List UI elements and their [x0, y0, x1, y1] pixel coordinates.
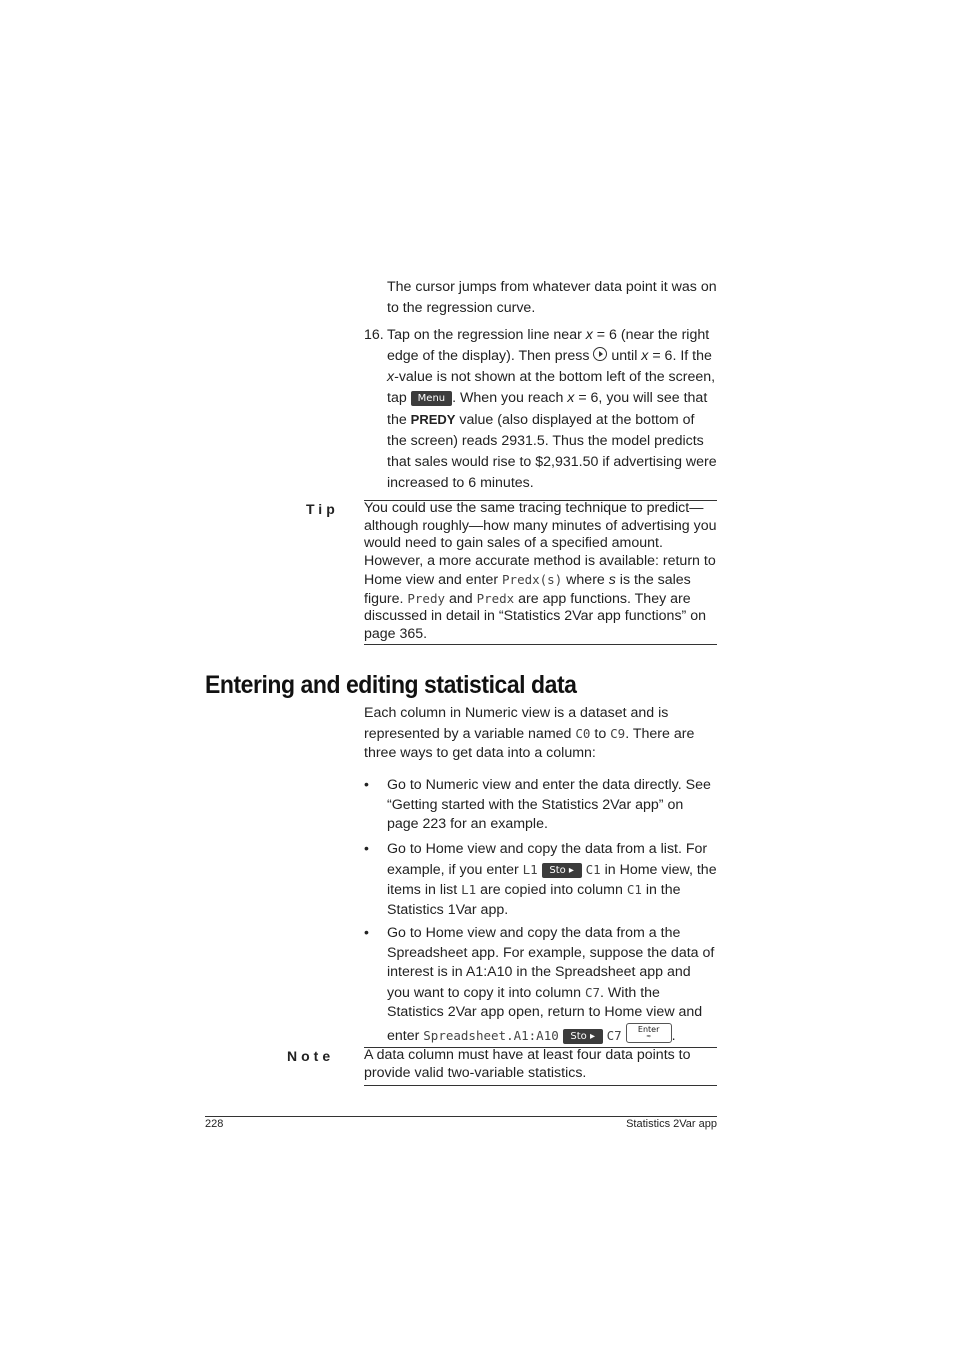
sto-key: Sto ▸ — [563, 1029, 603, 1044]
tip-bottom-rule — [364, 644, 717, 645]
enter-key: Enter ≈ — [626, 1023, 672, 1043]
bullet-1-text: Go to Numeric view and enter the data directly. See “Getting started with the Statistics 2Var app” on page 223 for an example. — [387, 777, 711, 832]
tip-label: Tip — [306, 501, 339, 517]
page-number: 228 — [205, 1118, 224, 1130]
note-text: A data column must have at least four data points to provide valid two-variable statistics. — [364, 1047, 691, 1081]
section-heading: Entering and editing statistical data — [205, 671, 577, 699]
bullet-marker: • — [364, 840, 369, 856]
bullet-marker: • — [364, 776, 369, 792]
bullet-2-text: Go to Home view and copy the data from a list. For example, if you enter L1 Sto ▸ C1 in Home view, the items in list L1 are copied into column C1 in the Statistics 1Var app. — [387, 841, 717, 918]
right-arrow-key-icon — [593, 347, 607, 361]
step-continuation: The cursor jumps from whatever data point it was on to the regression curve. — [387, 279, 717, 316]
tip-text: You could use the same tracing technique to predict—although roughly—how many minutes of advertising you would need to gain sales of a specified amount. However, a more accurate method is available: return to Home view and enter Predx(s) where s is the sales figure. Predy and Predx are app functions. They are discussed in detail in “Statistics 2Var app functions” on page 365. — [364, 500, 717, 642]
step-number: 16. — [364, 327, 384, 343]
bullet-marker: • — [364, 924, 369, 940]
note-label: Note — [287, 1048, 335, 1064]
sto-key: Sto ▸ — [542, 863, 582, 878]
note-bottom-rule — [364, 1085, 717, 1086]
footer-rule — [205, 1116, 717, 1117]
menu-key: Menu — [411, 391, 452, 406]
step-16-text: Tap on the regression line near x = 6 (near the right edge of the display). Then press until x = 6. If the x-value is not shown at the bottom left of the screen, tap Menu . When you reach x = 6, you will see that the PREDY value (also displayed at the bottom of the screen) reads 2931.5. Thus the model predicts that sales would rise to $2,931.50 if advertising were increased to 6 minutes. — [387, 327, 717, 491]
section-intro: Each column in Numeric view is a dataset and is represented by a variable named C0 to C9. There are three ways to get data into a column: — [364, 705, 695, 761]
bullet-3-text: Go to Home view and copy the data from a the Spreadsheet app. For example, suppose the data of interest is in A1:A10 in the Spreadsheet app and you want to copy it into column C7. With the Statistics 2Var app open, return to Home view and enter Spreadsheet.A1:A10 Sto ▸ C7 Enter ≈ . — [387, 925, 715, 1044]
chapter-title: Statistics 2Var app — [626, 1118, 717, 1130]
